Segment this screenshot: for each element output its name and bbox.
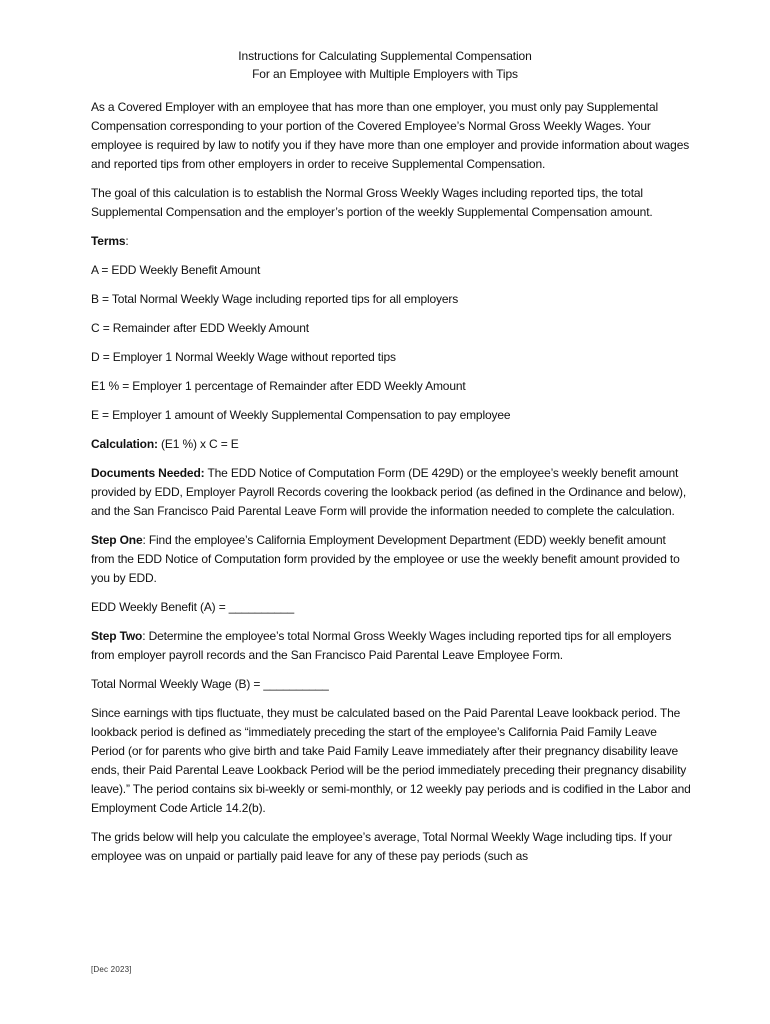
step-one-text: : Find the employee’s California Employment Development Department (EDD) weekly benefit amount from the EDD Notice of Computation form provided by the employee or use the weekly benefit amount provided to you by EDD. <box>91 533 680 585</box>
term-item: C = Remainder after EDD Weekly Amount <box>91 321 309 335</box>
footer-date: [Dec 2023] <box>91 965 132 974</box>
term-item: D = Employer 1 Normal Weekly Wage without reported tips <box>91 350 396 364</box>
intro-paragraph: As a Covered Employer with an employee that has more than one employer, you must only pay Supplemental Compensation corresponding to your portion of the Covered Employee’s Normal Gross Weekly Wages. Your employee is required by law to notify you if they have more than one employer and provide information about wages and reported tips from other employers in order to receive Supplemental Compensation. <box>91 100 690 171</box>
document-title <box>0 47 770 83</box>
calculation-formula: (E1 %) x C = E <box>157 437 239 451</box>
step-one-label: Step One <box>91 533 143 547</box>
term-item: A = EDD Weekly Benefit Amount <box>91 263 261 277</box>
term-item: E = Employer 1 amount of Weekly Supplemental Compensation to pay employee <box>91 408 511 422</box>
title-line-1: Instructions for Calculating Supplemental Compensation <box>238 49 532 63</box>
step-two-paragraph <box>91 627 691 665</box>
step-two-label: Step Two <box>91 629 143 643</box>
terms-heading-label: Terms <box>91 234 126 248</box>
total-normal-weekly-wage-field: Total Normal Weekly Wage (B) = __________ <box>91 677 329 691</box>
term-item: E1 % = Employer 1 percentage of Remainder after EDD Weekly Amount <box>91 379 466 393</box>
step-two-text: : Determine the employee’s total Normal Gross Weekly Wages including reported tips for all employers from employer payroll records and the San Francisco Paid Parental Leave Employee Form. <box>91 629 672 662</box>
lookback-paragraph: Since earnings with tips fluctuate, they must be calculated based on the Paid Parental Leave lookback period. The lookback period is defined as “immediately preceding the start of the employee’s California Paid Family Leave Period (or for parents who give birth and take Paid Family Leave immediately after their pregnancy disability leave ends, their Paid Parental Leave Lookback Period will be the period immediately preceding their pregnancy disability leave).” The period contains six bi-weekly or semi-monthly, or 12 weekly pay periods and is codified in the Labor and Employment Code Article 14.2(b). <box>91 706 691 815</box>
terms-heading-colon: : <box>125 234 129 248</box>
calculation-label: Calculation: <box>91 437 158 451</box>
edd-weekly-benefit-field: EDD Weekly Benefit (A) = __________ <box>91 600 294 614</box>
step-one-paragraph <box>91 531 691 588</box>
documents-label: Documents Needed: <box>91 466 205 480</box>
grids-paragraph: The grids below will help you calculate the employee’s average, Total Normal Weekly Wage including tips. If your employee was on unpaid or partially paid leave for any of these pay periods (such as <box>91 830 673 863</box>
documents-paragraph <box>91 464 691 521</box>
calculation-line <box>91 435 691 454</box>
terms-heading <box>91 232 691 251</box>
term-item: B = Total Normal Weekly Wage including reported tips for all employers <box>91 292 459 306</box>
documents-text: The EDD Notice of Computation Form (DE 429D) or the employee’s weekly benefit amount provided by EDD, Employer Payroll Records covering the lookback period (as defined in the Ordinance and below), and the San Francisco Paid Parental Leave Form will provide the information needed to complete the calculation. <box>91 466 687 518</box>
goal-paragraph: The goal of this calculation is to establish the Normal Gross Weekly Wages including reported tips, the total Supplemental Compensation and the employer’s portion of the weekly Supplemental Compensation amount. <box>91 186 653 219</box>
title-line-2: For an Employee with Multiple Employers with Tips <box>252 67 518 81</box>
document-body <box>91 98 691 876</box>
